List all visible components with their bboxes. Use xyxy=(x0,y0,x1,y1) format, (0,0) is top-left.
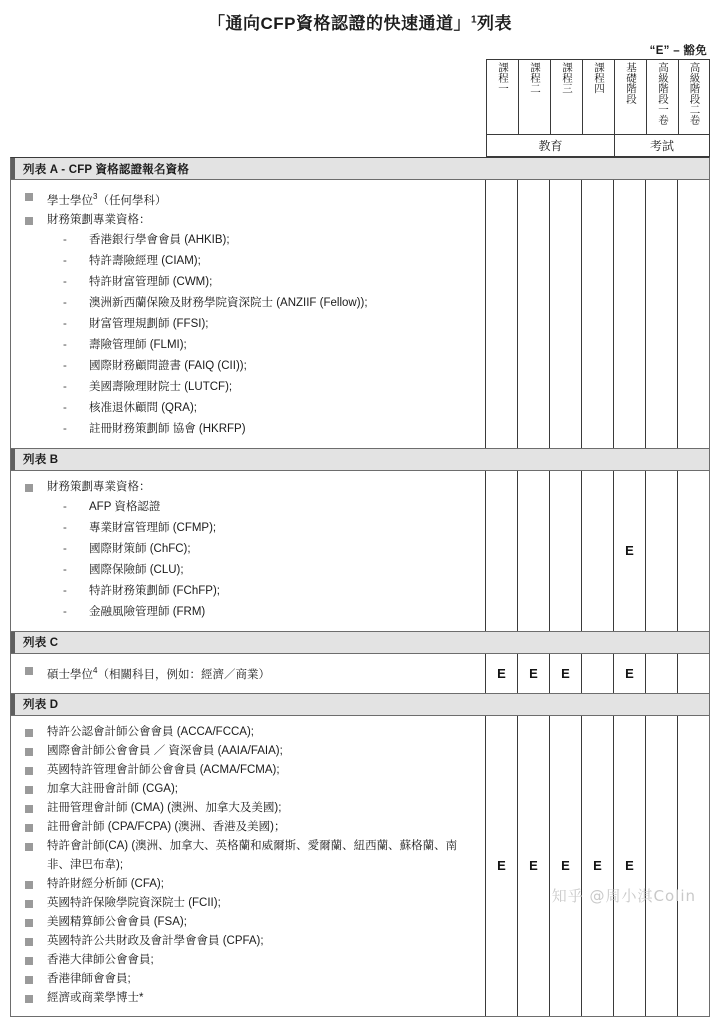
square-bullet-icon xyxy=(25,729,33,737)
exemption-cell xyxy=(645,716,677,1016)
dash-bullet-icon: - xyxy=(63,542,67,555)
list-subitem xyxy=(11,335,485,356)
list-subitem-label: 特許壽險經理 (CIAM); xyxy=(89,254,201,267)
list-item xyxy=(11,478,485,497)
dash-bullet-icon: - xyxy=(63,584,67,597)
exemption-cell xyxy=(677,716,709,1016)
square-bullet-icon xyxy=(25,919,33,927)
dash-bullet-icon: - xyxy=(63,338,67,351)
list-subitem xyxy=(11,419,485,440)
exemption-cell xyxy=(645,471,677,631)
list-subitem-label: 專業財富管理師 (CFMP); xyxy=(89,521,217,534)
exemption-cell: E xyxy=(581,716,613,1016)
exemption-cells xyxy=(485,180,709,448)
list-item xyxy=(11,951,485,970)
item-list xyxy=(11,478,485,623)
column-group-label: 教育 xyxy=(538,139,563,153)
title-row xyxy=(10,0,710,42)
dash-bullet-icon: - xyxy=(63,500,67,513)
list-item-text: 註冊會計師 (CPA/FCPA) (澳洲、香港及美國)； xyxy=(47,820,286,833)
section-title: 列表 C xyxy=(23,637,59,650)
list-item-label xyxy=(47,780,485,799)
square-bullet-icon xyxy=(25,881,33,889)
section-item-list xyxy=(11,716,485,1016)
exemption-legend: “E” – 豁免 xyxy=(649,45,707,57)
qualification-table xyxy=(10,157,710,1017)
list-item-label xyxy=(47,913,485,932)
list-subitem-label: 壽險管理師 (FLMI); xyxy=(89,338,187,351)
exemption-cell: E xyxy=(549,654,581,693)
section-body-row xyxy=(11,654,709,693)
exemption-cell xyxy=(485,180,517,448)
column-header-label: 基礎階段 xyxy=(625,62,637,104)
dash-bullet-icon: - xyxy=(63,605,67,618)
exemption-cell xyxy=(677,180,709,448)
square-bullet-icon xyxy=(25,843,33,851)
section-item-list xyxy=(11,471,485,631)
square-bullet-icon xyxy=(25,748,33,756)
list-item-label xyxy=(47,989,485,1008)
exemption-cell xyxy=(549,180,581,448)
section-accent-bar xyxy=(11,449,15,470)
exemption-cell xyxy=(581,654,613,693)
item-list xyxy=(11,723,485,1008)
exemption-cells xyxy=(485,654,709,693)
list-subitem-label: 財富管理規劃師 (FFSI); xyxy=(89,317,209,330)
dash-bullet-icon: - xyxy=(63,401,67,414)
list-subitem xyxy=(11,560,485,581)
column-header-1 xyxy=(486,59,518,135)
list-item-text: 學士學位 xyxy=(47,194,93,207)
square-bullet-icon xyxy=(25,805,33,813)
list-item xyxy=(11,894,485,913)
exemption-cell: E xyxy=(485,654,517,693)
exemption-cell xyxy=(645,180,677,448)
page-title-footnote-marker: 1 xyxy=(470,13,478,25)
list-item xyxy=(11,970,485,989)
square-bullet-icon xyxy=(25,824,33,832)
watermark: 知乎 @周小淇Colin xyxy=(551,887,696,905)
section-header xyxy=(11,693,709,716)
list-item-text: 香港大律師公會會員; xyxy=(47,953,154,966)
list-item-text: 特許會計師(CA) (澳洲、加拿大、英格蘭和威爾斯、愛爾蘭、紐西蘭、蘇格蘭、南非、津巴布韋); xyxy=(47,839,458,871)
list-item xyxy=(11,780,485,799)
list-item-label xyxy=(47,742,485,761)
list-subitem-label: 國際財策師 (ChFC); xyxy=(89,542,191,555)
list-item-label xyxy=(47,818,485,837)
list-subitem-label: 國際財務顧問證書 (FAIQ (CII)); xyxy=(89,359,247,372)
column-header-label: 高級階段二卷 xyxy=(688,62,701,125)
column-group-2 xyxy=(614,135,710,157)
list-item-text: 財務策劃專業資格： xyxy=(47,213,151,226)
exemption-cell xyxy=(613,180,645,448)
list-subitem-label: 核准退休顧問 (QRA); xyxy=(89,401,197,414)
list-subitem-label: 美國壽險理財院士 (LUTCF); xyxy=(89,380,233,393)
list-item-label xyxy=(47,951,485,970)
list-item-label xyxy=(47,875,485,894)
list-item xyxy=(11,187,485,211)
list-item-text: 國際會計師公會會員 ／ 資深會員 (AAIA/FAIA); xyxy=(47,744,283,757)
list-item-label xyxy=(47,661,485,685)
list-subitem xyxy=(11,377,485,398)
dash-bullet-icon: - xyxy=(63,233,67,246)
exemption-cell xyxy=(581,471,613,631)
section-item-list xyxy=(11,180,485,448)
section-header xyxy=(11,631,709,654)
column-header-3 xyxy=(550,59,582,135)
exemption-cell: E xyxy=(613,654,645,693)
dash-bullet-icon: - xyxy=(63,359,67,372)
square-bullet-icon xyxy=(25,995,33,1003)
list-item xyxy=(11,818,485,837)
list-subitem xyxy=(11,398,485,419)
list-subitem-label: 特許財富管理師 (CWM); xyxy=(89,275,213,288)
list-item-text: 英國特許保險學院資深院士 (FCII); xyxy=(47,896,221,909)
list-item-label xyxy=(47,723,485,742)
section-body-row xyxy=(11,471,709,631)
exemption-cells xyxy=(485,716,709,1016)
exemption-cell xyxy=(517,471,549,631)
legend-row xyxy=(10,42,710,59)
square-bullet-icon xyxy=(25,957,33,965)
list-item xyxy=(11,661,485,685)
section-title: 列表 D xyxy=(23,699,59,712)
column-header-4 xyxy=(582,59,614,135)
list-item-label xyxy=(47,837,485,875)
exemption-cell: E xyxy=(549,716,581,1016)
square-bullet-icon xyxy=(25,217,33,225)
column-header-6 xyxy=(646,59,678,135)
section-item-list xyxy=(11,654,485,693)
dash-bullet-icon: - xyxy=(63,563,67,576)
exemption-cell: E xyxy=(485,716,517,1016)
list-item-text: 英國特許公共財政及會計學會會員 (CPFA); xyxy=(47,934,264,947)
list-subitem-label: 金融風險管理師 (FRM) xyxy=(89,605,206,618)
section-accent-bar xyxy=(11,694,15,715)
section-title: 列表 A - CFP 資格認證報名資格 xyxy=(23,163,190,176)
exemption-cell: E xyxy=(517,654,549,693)
list-item-text: 註冊管理會計師 (CMA) (澳洲、加拿大及美國); xyxy=(47,801,282,814)
list-item-text: 經濟或商業學博士* xyxy=(47,991,144,1004)
list-subitem-label: AFP 資格認證 xyxy=(89,500,161,513)
section-accent-bar xyxy=(11,632,15,653)
list-subitem-label: 註冊財務策劃師 協會 (HKRFP) xyxy=(89,422,246,435)
list-item xyxy=(11,742,485,761)
list-item xyxy=(11,723,485,742)
dash-bullet-icon: - xyxy=(63,296,67,309)
list-subitem xyxy=(11,497,485,518)
column-header-label: 課程四 xyxy=(593,62,605,94)
column-header-label: 高級階段一卷 xyxy=(657,62,669,125)
dash-bullet-icon: - xyxy=(63,521,67,534)
footnote-marker: 3 xyxy=(93,192,98,201)
list-subitem-label: 特許財務策劃師 (FChFP); xyxy=(89,584,220,597)
square-bullet-icon xyxy=(25,767,33,775)
square-bullet-icon xyxy=(25,900,33,908)
column-header-5 xyxy=(614,59,646,135)
section-body-row xyxy=(11,716,709,1016)
list-item-text: 特許財經分析師 (CFA); xyxy=(47,877,164,890)
dash-bullet-icon: - xyxy=(63,380,67,393)
column-header-label: 課程二 xyxy=(529,62,541,94)
section-title: 列表 B xyxy=(23,454,59,467)
table-column-header-area xyxy=(10,59,710,157)
list-item-text: 財務策劃專業資格： xyxy=(47,480,151,493)
exemption-cell xyxy=(549,471,581,631)
list-subitem xyxy=(11,602,485,623)
square-bullet-icon xyxy=(25,938,33,946)
list-item-text: 香港律師會會員; xyxy=(47,972,131,985)
list-item-label xyxy=(47,478,485,497)
list-item xyxy=(11,932,485,951)
list-item xyxy=(11,913,485,932)
list-item xyxy=(11,837,485,875)
column-header-2 xyxy=(518,59,550,135)
square-bullet-icon xyxy=(25,786,33,794)
page-title-main: 「通向CFP資格認證的快速通道」 xyxy=(207,13,471,33)
exemption-cell: E xyxy=(613,716,645,1016)
column-header-label: 課程一 xyxy=(497,62,509,94)
exemption-cell xyxy=(645,654,677,693)
list-subitem xyxy=(11,539,485,560)
list-item-label xyxy=(47,970,485,989)
list-subitem-label: 香港銀行學會會員 (AHKIB); xyxy=(89,233,230,246)
page-title-tail: 列表 xyxy=(477,13,513,33)
item-list xyxy=(11,661,485,685)
column-header-7 xyxy=(678,59,710,135)
list-item-label xyxy=(47,932,485,951)
list-subitem xyxy=(11,314,485,335)
list-item-text: 美國精算師公會會員 (FSA); xyxy=(47,915,187,928)
exemption-cell xyxy=(677,471,709,631)
square-bullet-icon xyxy=(25,667,33,675)
list-subitem xyxy=(11,356,485,377)
list-subitem xyxy=(11,251,485,272)
column-group-label: 考試 xyxy=(649,139,674,153)
exemption-cell xyxy=(677,654,709,693)
dash-bullet-icon: - xyxy=(63,317,67,330)
square-bullet-icon xyxy=(25,193,33,201)
list-subitem xyxy=(11,581,485,602)
list-item xyxy=(11,799,485,818)
exemption-cell: E xyxy=(613,471,645,631)
list-subitem xyxy=(11,230,485,251)
dash-bullet-icon: - xyxy=(63,275,67,288)
list-subitem-label: 澳洲新西蘭保險及財務學院資深院士 (ANZIIF (Fellow)); xyxy=(89,296,368,309)
list-item xyxy=(11,761,485,780)
footnote-marker: 4 xyxy=(93,665,98,675)
list-item-label xyxy=(47,799,485,818)
exemption-cell xyxy=(581,180,613,448)
list-item-text: 加拿大註冊會計師 (CGA); xyxy=(47,782,178,795)
list-subitem-label: 國際保險師 (CLU); xyxy=(89,563,184,576)
section-header xyxy=(11,448,709,471)
list-subitem xyxy=(11,518,485,539)
section-accent-bar xyxy=(11,158,15,179)
exemption-cell xyxy=(517,180,549,448)
list-item-text-tail: （任何學科） xyxy=(97,194,167,207)
list-item-text-tail: （相關科目，例如：經濟／商業） xyxy=(97,668,270,681)
section-header xyxy=(11,158,709,180)
column-header-label: 課程三 xyxy=(561,62,573,94)
list-item-label xyxy=(47,211,485,230)
list-item-label xyxy=(47,187,485,211)
item-list xyxy=(11,187,485,440)
list-item-text: 英國特許管理會計師公會會員 (ACMA/FCMA); xyxy=(47,763,280,776)
exemption-cell xyxy=(485,471,517,631)
column-group-row xyxy=(486,135,710,157)
column-group-1 xyxy=(486,135,614,157)
square-bullet-icon xyxy=(25,484,33,492)
list-item xyxy=(11,211,485,230)
page-title xyxy=(208,9,512,34)
list-item-text: 碩士學位 xyxy=(47,668,93,681)
dash-bullet-icon: - xyxy=(63,254,67,267)
list-item-label xyxy=(47,761,485,780)
list-subitem xyxy=(11,293,485,314)
exemption-cell: E xyxy=(517,716,549,1016)
list-item-text: 特許公認會計師公會會員 (ACCA/FCCA); xyxy=(47,725,254,738)
section-body-row xyxy=(11,180,709,448)
exemption-cells xyxy=(485,471,709,631)
list-subitem xyxy=(11,272,485,293)
dash-bullet-icon: - xyxy=(63,422,67,435)
list-item-label xyxy=(47,894,485,913)
list-item xyxy=(11,875,485,894)
square-bullet-icon xyxy=(25,976,33,984)
list-item xyxy=(11,989,485,1008)
